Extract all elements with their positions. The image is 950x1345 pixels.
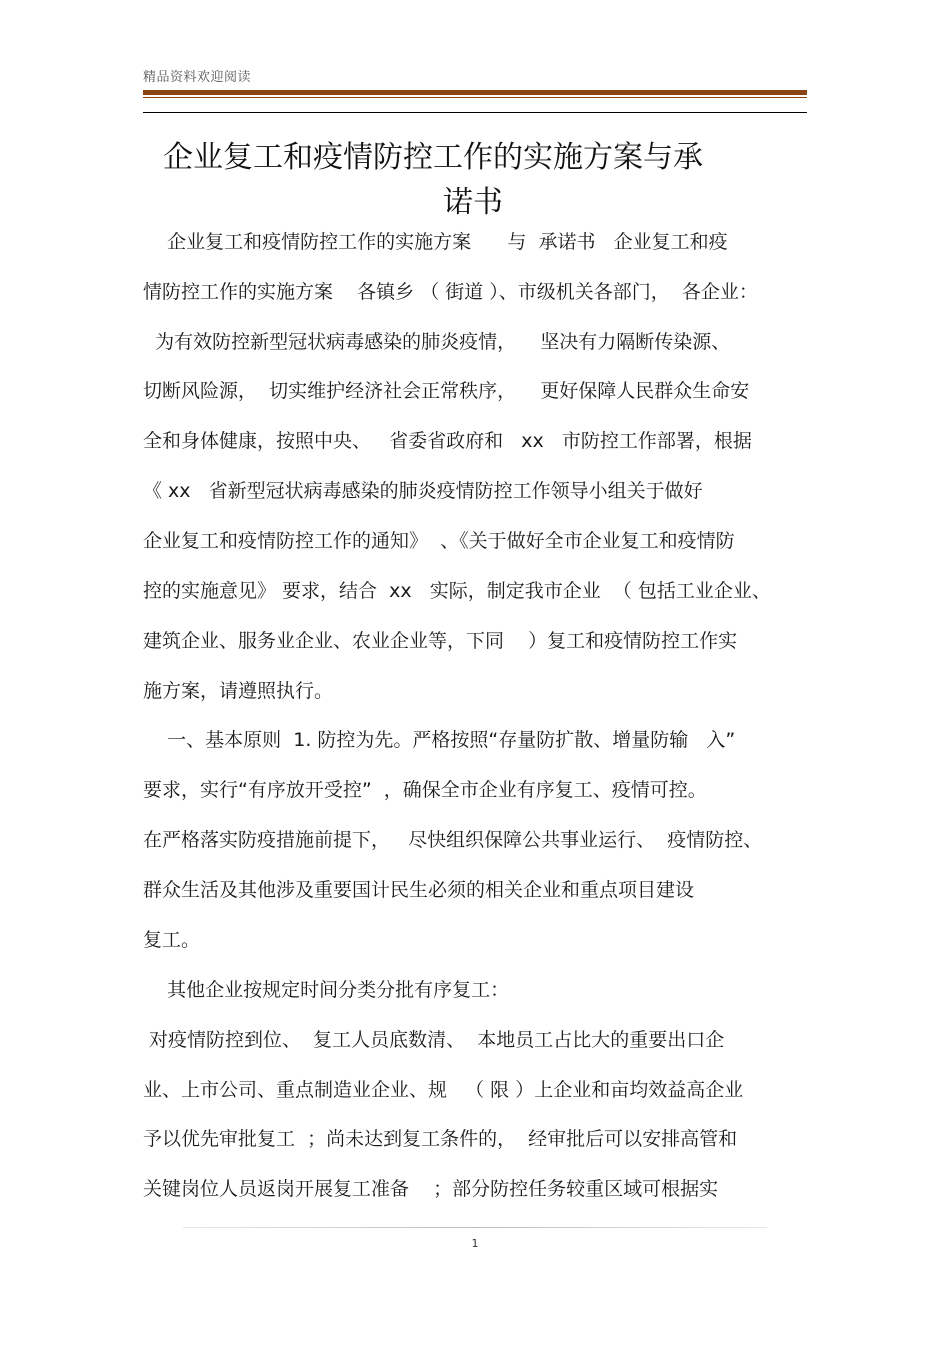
body-line: 《 xx 省新型冠状病毒感染的肺炎疫情防控工作领导小组关于做好 [143, 480, 703, 502]
body-line: 施方案，请遵照执行。 [143, 680, 334, 702]
document-title-line-2: 诺书 [443, 185, 503, 220]
body-line: 一、基本原则 1. 防控为先。严格按照“存量防扩散、增量防输 入” [143, 729, 736, 751]
body-line: 群众生活及其他涉及重要国计民生必须的相关企业和重点项目建设 [143, 879, 695, 901]
body-line: 要求，实行“有序放开受控” ，确保全市企业有序复工、疫情可控。 [143, 779, 707, 801]
body-line: 复工。 [143, 929, 201, 951]
page-number: 1 [471, 1237, 479, 1250]
body-line: 企业复工和疫情防控工作的通知》 、《关于做好全市企业复工和疫情防 [143, 530, 735, 552]
header-rule-black [143, 112, 807, 113]
body-line: 控的实施意见》 要求，结合 xx 实际，制定我市企业 （ 包括工业企业、 [143, 580, 771, 602]
body-line: 建筑企业、服务业企业、农业企业等，下同 ）复工和疫情防控工作实 [143, 630, 738, 652]
body-line: 全和身体健康，按照中央、 省委省政府和 xx 市防控工作部署，根据 [143, 430, 752, 452]
body-line: 其他企业按规定时间分类分批有序复工： [143, 979, 510, 1001]
header-rule-thin [143, 97, 807, 98]
page-header-text: 精品资料欢迎阅读 [143, 70, 252, 85]
body-line: 企业复工和疫情防控工作的实施方案 与 承诺书 企业复工和疫 [143, 231, 728, 253]
body-line: 关键岗位人员返岗开展复工准备 ；部分防控任务较重区域可根据实 [143, 1178, 719, 1200]
body-line: 业、上市公司、重点制造业企业、规 （ 限 ）上企业和亩均效益高企业 [143, 1079, 744, 1101]
body-line: 情防控工作的实施方案 各镇乡 （ 街道 ）、市级机关各部门， 各企业： [143, 281, 758, 303]
footer-rule [183, 1227, 767, 1228]
body-line: 予以优先审批复工 ；尚未达到复工条件的， 经审批后可以安排高管和 [143, 1128, 738, 1150]
header-rule-thick [143, 90, 807, 95]
document-title-line-1: 企业复工和疫情防控工作的实施方案与承 [163, 140, 703, 175]
body-line: 对疫情防控到位、 复工人员底数清、 本地员工占比大的重要出口企 [143, 1029, 725, 1051]
body-line: 为有效防控新型冠状病毒感染的肺炎疫情， 坚决有力隔断传染源、 [143, 331, 731, 353]
body-line: 在严格落实防疫措施前提下， 尽快组织保障公共事业运行、 疫情防控、 [143, 829, 763, 851]
body-line: 切断风险源， 切实维护经济社会正常秩序， 更好保障人民群众生命安 [143, 380, 750, 402]
